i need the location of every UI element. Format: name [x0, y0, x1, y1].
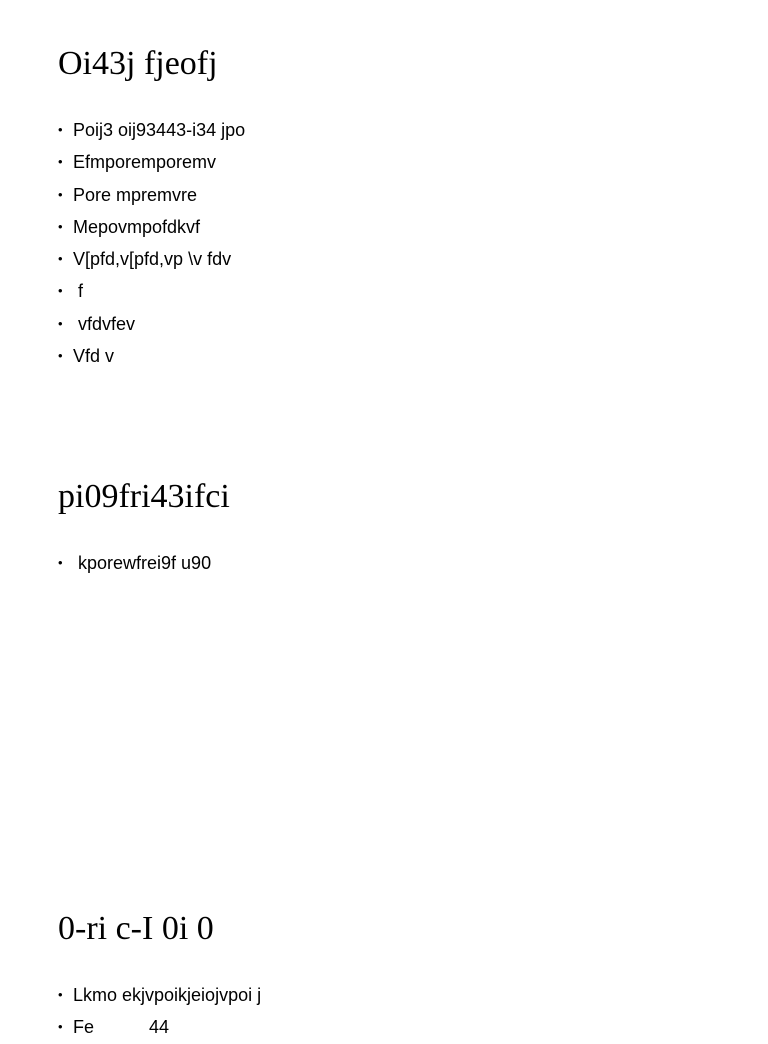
- bullet-icon: •: [58, 1019, 63, 1035]
- bullet-text: V[pfd,v[pfd,vp \v fdv: [73, 249, 232, 270]
- bullet-icon: •: [58, 251, 63, 267]
- bullet-icon: •: [58, 218, 63, 234]
- bullet-icon: •: [58, 122, 63, 137]
- bullet-icon: •: [58, 283, 63, 299]
- section-2: [58, 477, 738, 579]
- bullet-icon: •: [58, 315, 63, 331]
- section-3-bullet-list: [58, 979, 738, 1044]
- bullet-text: Pore mpremvre: [73, 184, 198, 205]
- bullet-item: [58, 547, 738, 579]
- bullet-item: [58, 179, 738, 211]
- bullet-text: Mepovmpofdkvf: [73, 216, 201, 237]
- bullet-item: [58, 308, 738, 340]
- section-1: [58, 44, 738, 372]
- bullet-item: [58, 1011, 738, 1043]
- bullet-item: [58, 340, 738, 372]
- bullet-text: f: [73, 281, 84, 302]
- section-3: [58, 909, 738, 1044]
- bullet-item: [58, 243, 738, 275]
- bullet-item: [58, 146, 738, 178]
- bullet-text: Fe 44: [73, 1017, 170, 1038]
- bullet-item: [58, 275, 738, 307]
- section-1-bullet-list: [58, 114, 738, 372]
- bullet-text: kporewfrei9f u90: [73, 553, 212, 573]
- bullet-item: [58, 211, 738, 243]
- bullet-text: Efmporemporemv: [73, 152, 217, 173]
- bullet-text: Poij3 oij93443-i34 jpo: [73, 120, 246, 140]
- section-3-heading: 0-ri c-I 0i 0: [58, 910, 214, 947]
- bullet-item: [58, 114, 738, 146]
- bullet-text: Lkmo ekjvpoikjeiojvpoi j: [73, 985, 262, 1005]
- section-2-heading: pi09fri43ifci: [58, 478, 230, 515]
- bullet-icon: •: [58, 186, 63, 202]
- bullet-icon: •: [58, 154, 63, 170]
- section-2-bullet-list: [58, 547, 738, 579]
- bullet-item: [58, 979, 738, 1011]
- bullet-icon: •: [58, 555, 63, 570]
- bullet-icon: •: [58, 348, 63, 364]
- bullet-text: Vfd v: [73, 346, 115, 367]
- section-1-heading: Oi43j fjeofj: [58, 45, 218, 82]
- bullet-icon: •: [58, 987, 63, 1002]
- bullet-text: vfdvfev: [73, 313, 136, 334]
